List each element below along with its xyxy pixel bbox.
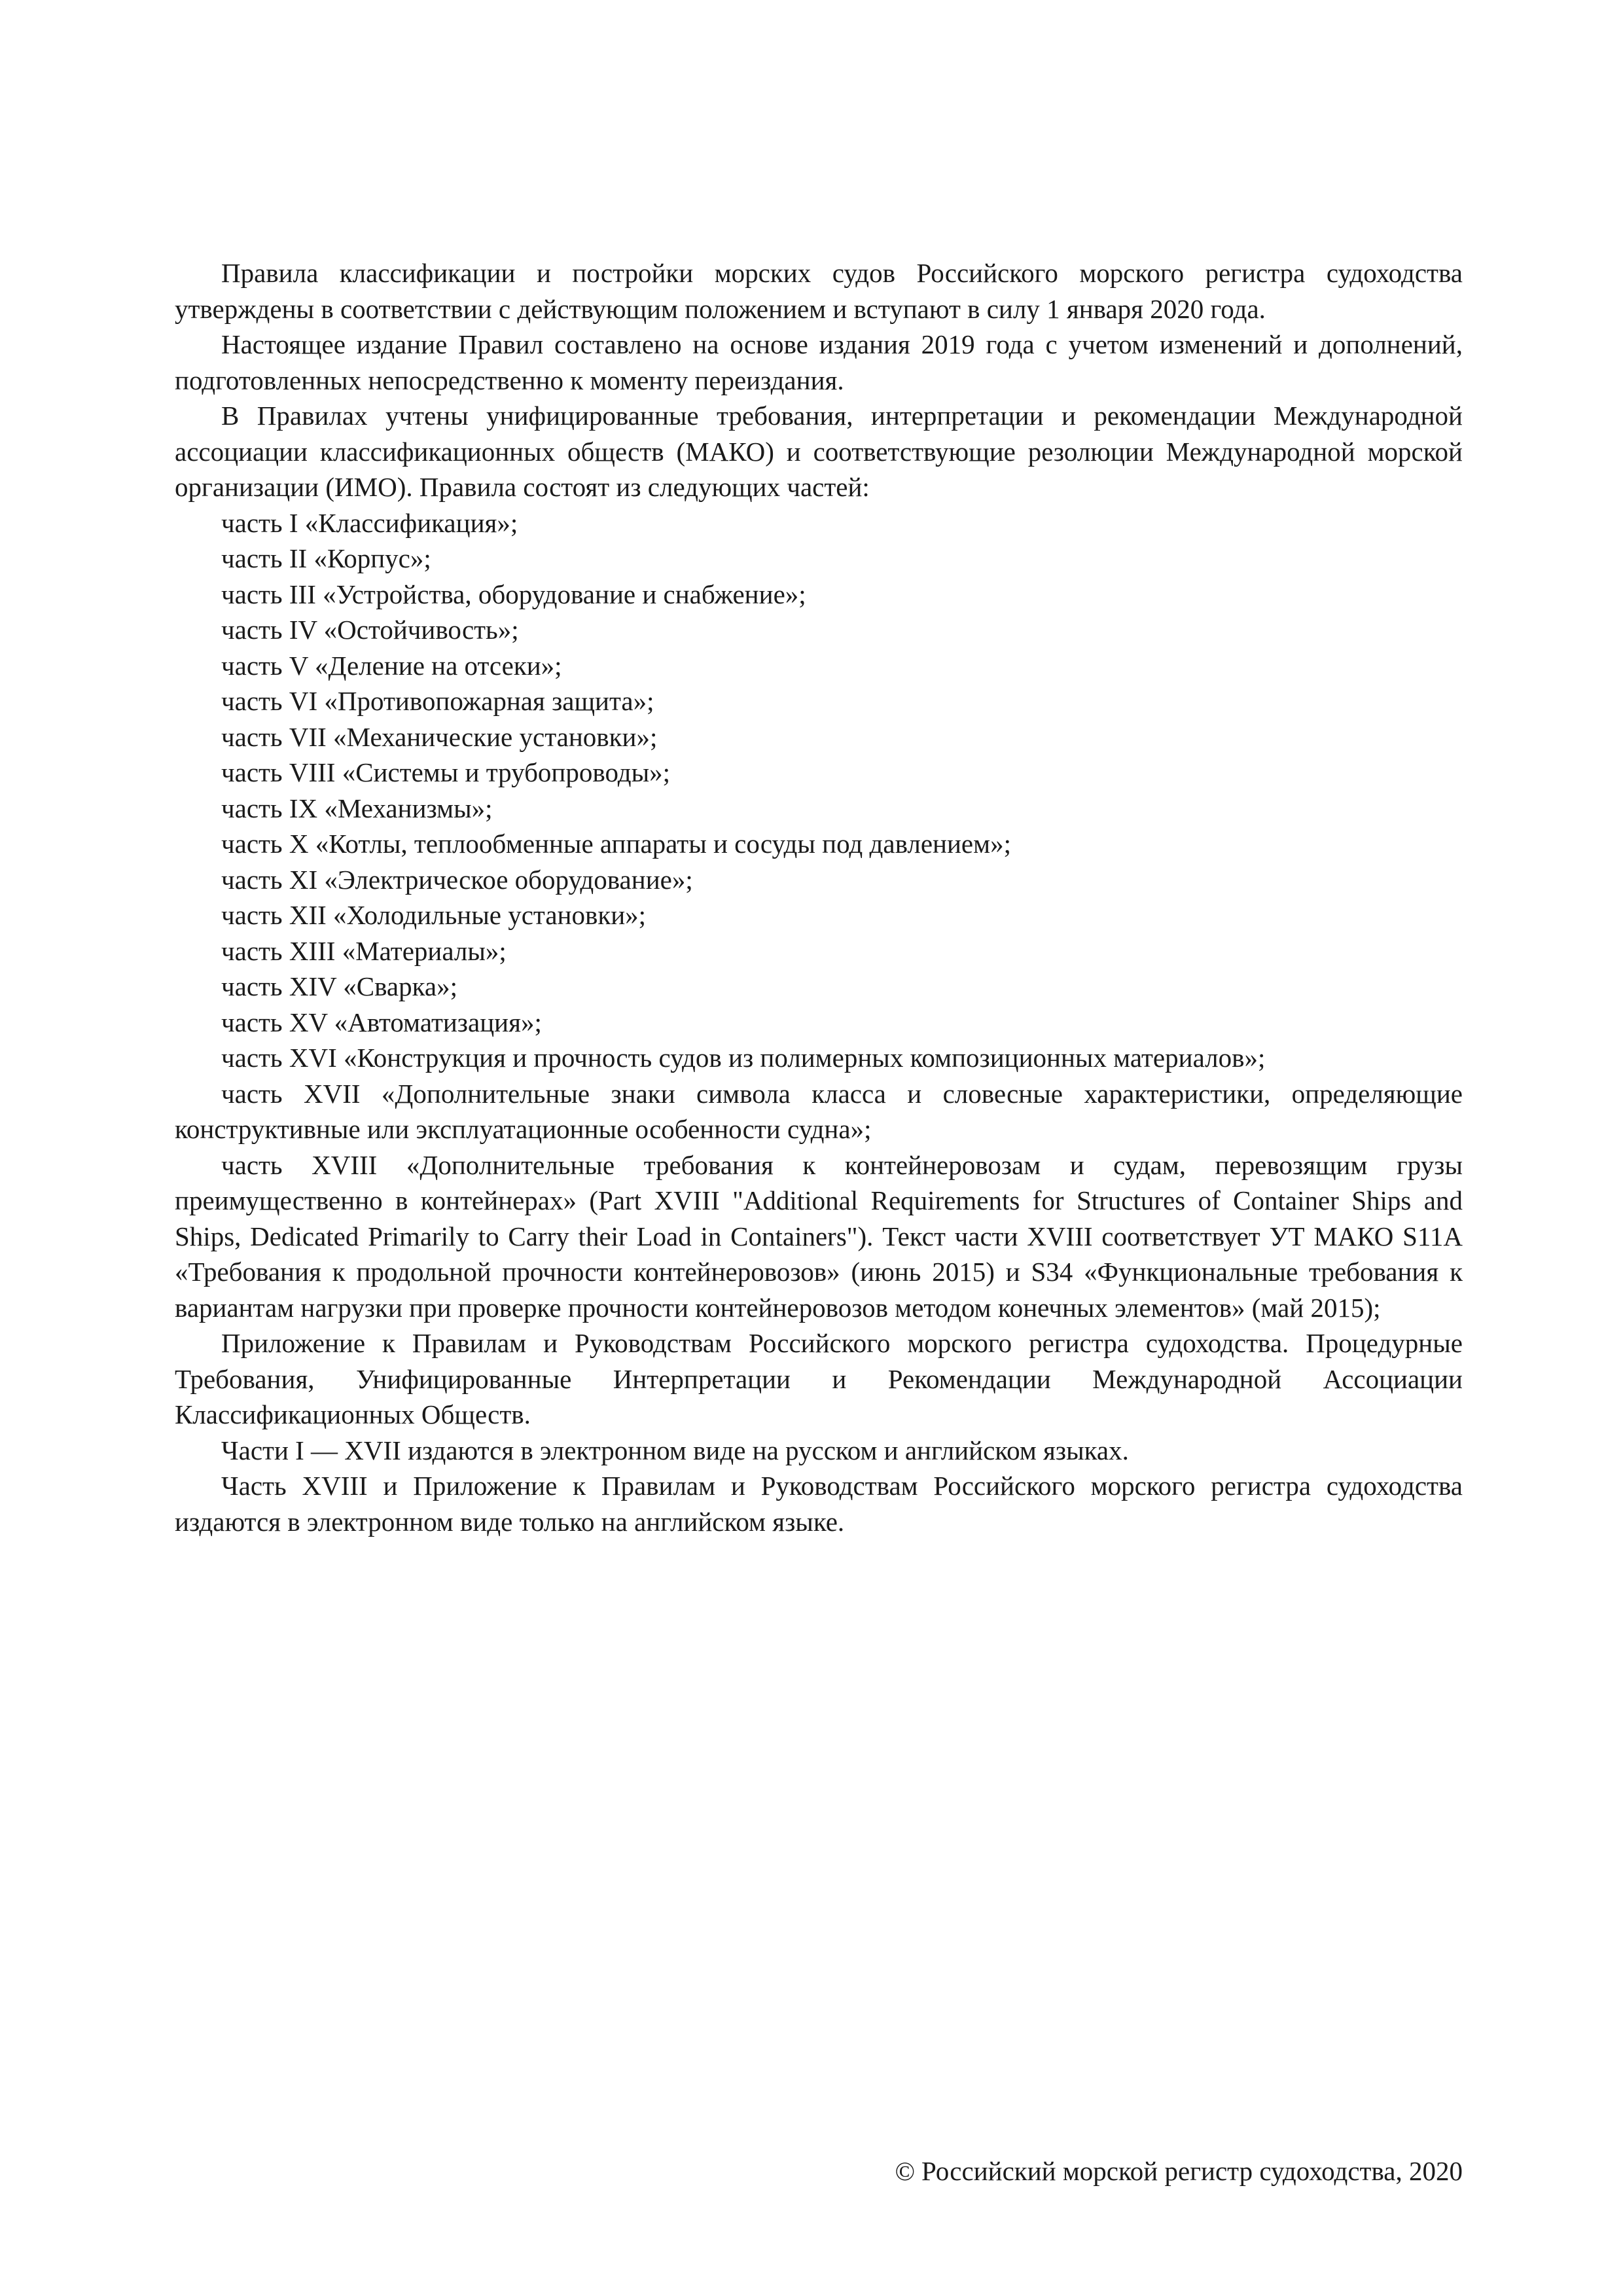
copyright-text: Российский морской регистр судоходства, 2020 <box>921 2156 1463 2186</box>
copyright-icon: © <box>895 2157 915 2186</box>
part-item: часть VII «Механические установки»; <box>221 721 658 752</box>
part-item: часть III «Устройства, оборудование и снабжение»; <box>221 579 806 609</box>
intro-paragraph: В Правилах учтены унифицированные требования, интерпретации и рекомендации Международной ассоциации классификационных обществ (МАКО) и соответствующие резолюции Международной морской организации (ИМО). Правила состоят из следующих частей: <box>175 401 1463 502</box>
document-body <box>175 255 1463 1539</box>
copyright-footer <box>895 2153 1463 2189</box>
closing-paragraph: Часть XVIII и Приложение к Правилам и Руководствам Российского морского регистра судоходства издаются в электронном виде только на английском языке. <box>175 1471 1463 1537</box>
part-item: часть X «Котлы, теплообменные аппараты и сосуды под давлением»; <box>221 829 1011 859</box>
part-item: часть IV «Остойчивость»; <box>221 615 519 645</box>
part-item: часть II «Корпус»; <box>221 543 431 573</box>
intro-paragraph: Правила классификации и постройки морских судов Российского морского регистра судоходства утверждены в соответствии с действующим положением и вступают в силу 1 января 2020 года. <box>175 258 1463 324</box>
part-item: часть XVII «Дополнительные знаки символа класса и словесные характеристики, определяющие конструктивные или эксплуатационные особенности судна»; <box>175 1078 1463 1144</box>
part-item: часть XI «Электрическое оборудование»; <box>221 864 693 895</box>
part-item: часть XVI «Конструкция и прочность судов из полимерных композиционных материалов»; <box>221 1043 1266 1073</box>
closing-paragraph: Части I — XVII издаются в электронном виде на русском и английском языках. <box>221 1435 1129 1465</box>
part-item: часть XIII «Материалы»; <box>221 935 507 966</box>
part-item: часть XV «Автоматизация»; <box>221 1007 542 1037</box>
part-item: часть IX «Механизмы»; <box>221 793 493 823</box>
part-item: часть XIV «Сварка»; <box>221 971 458 1001</box>
intro-paragraph: Настоящее издание Правил составлено на основе издания 2019 года с учетом изменений и дополнений, подготовленных непосредственно к моменту переиздания. <box>175 329 1463 395</box>
part-item: часть I «Классификация»; <box>221 507 518 538</box>
part-item: часть VIII «Системы и трубопроводы»; <box>221 757 671 787</box>
parts-list <box>175 505 1463 1326</box>
closing-paragraph: Приложение к Правилам и Руководствам Российского морского регистра судоходства. Процедурные Требования, Унифицированные Интерпретации и Рекомендации Международной Ассоциации Классификационных Обществ. <box>175 1328 1463 1429</box>
part-item: часть V «Деление на отсеки»; <box>221 650 562 681</box>
part-item: часть XII «Холодильные установки»; <box>221 900 647 930</box>
part-item: часть VI «Противопожарная защита»; <box>221 686 654 716</box>
part-item: часть XVIII «Дополнительные требования к контейнеровозам и судам, перевозящим грузы преимущественно в контейнерах» (Part XVIII "Additional Requirements for Structures of Container Ships and Ships, Dedicated Primarily to Carry their Load in Containers"). Текст части XVIII соответствует УТ МАКО S11A «Требования к продольной прочности контейнеровозов» (июнь 2015) и S34 «Функциональные требования к вариантам нагрузки при проверке прочности контейнеровозов методом конечных элементов» (май 2015); <box>175 1149 1463 1323</box>
